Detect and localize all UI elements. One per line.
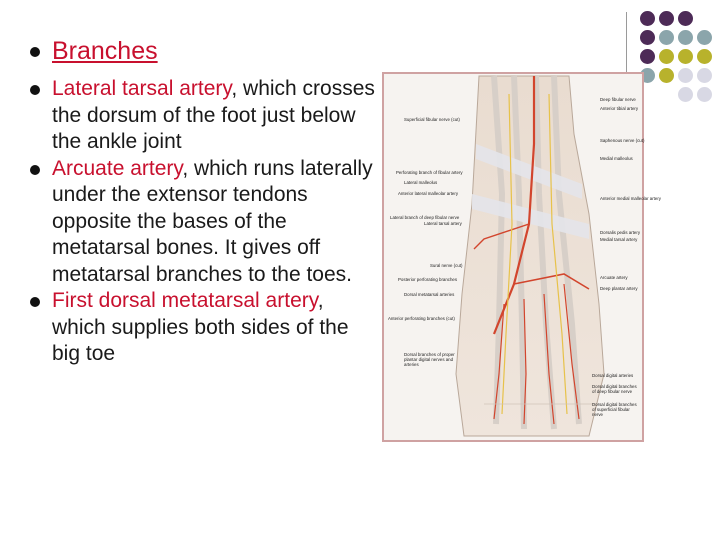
bullet-text: , which supplies both sides of the big toe	[52, 289, 349, 365]
figure-label: Dorsal digital arteries	[592, 373, 634, 378]
heading-bullet	[30, 34, 375, 68]
bullet-item	[30, 156, 375, 289]
bullet-item	[30, 76, 375, 156]
figure-label: Lateral branch of deep fibular nerve	[390, 215, 460, 220]
figure-label: Deep plantar artery	[600, 286, 638, 291]
figure-label: Anterior perforating branches (cut)	[388, 316, 455, 321]
bullet-text: , which crosses the dorsum of the foot just below the ankle joint	[52, 77, 375, 153]
figure-label: Medial malleolus	[600, 156, 633, 161]
figure-label: Sural nerve (cut)	[430, 263, 463, 268]
figure-label: Superficial fibular nerve (cut)	[404, 117, 460, 122]
foot-anatomy-figure	[382, 72, 662, 442]
figure-label: Lateral malleolus	[404, 180, 438, 185]
figure-label: Dorsal digital branches of superficial fibular nerve	[592, 402, 637, 417]
figure-label: Lateral tarsal artery	[424, 221, 462, 226]
figure-label: Medial tarsal artery	[600, 237, 638, 242]
figure-label: Dorsalis pedis artery	[600, 230, 641, 235]
figure-label: Anterior tibial artery	[600, 106, 639, 111]
bullet-title: Arcuate artery	[52, 156, 183, 180]
figure-label: Anterior lateral malleolar artery	[398, 191, 459, 196]
bullet-icon	[30, 47, 40, 57]
bullet-title: First dorsal metatarsal artery	[52, 289, 318, 312]
figure-label: Perforating branch of fibular artery	[396, 170, 463, 175]
figure-label: Saphenous nerve (cut)	[600, 138, 645, 143]
bullet-title: Lateral tarsal artery	[52, 77, 232, 100]
figure-label: Deep fibular nerve	[600, 97, 636, 102]
figure-label: Arcuate artery	[600, 275, 628, 280]
figure-label: Posterior perforating branches	[398, 277, 458, 282]
bullet-icon	[30, 297, 40, 307]
bullet-text: , which runs laterally under the extensor tendons opposite the bases of the metatarsal bones. It gives off metatarsal branches to the toes.	[52, 156, 373, 286]
bullet-icon	[30, 85, 40, 95]
bullet-item	[30, 288, 375, 368]
slide-heading: Branches	[52, 37, 158, 65]
figure-label: Dorsal metatarsal arteries	[404, 292, 455, 297]
bullet-icon	[30, 165, 40, 175]
figure-label: Dorsal branches of proper plantar digital nerves and arteries	[404, 352, 455, 367]
figure-label: Dorsal digital branches of deep fibular nerve	[592, 384, 637, 394]
bullet-list	[30, 34, 375, 368]
figure-label: Anterior medial malleolar artery	[600, 196, 662, 201]
